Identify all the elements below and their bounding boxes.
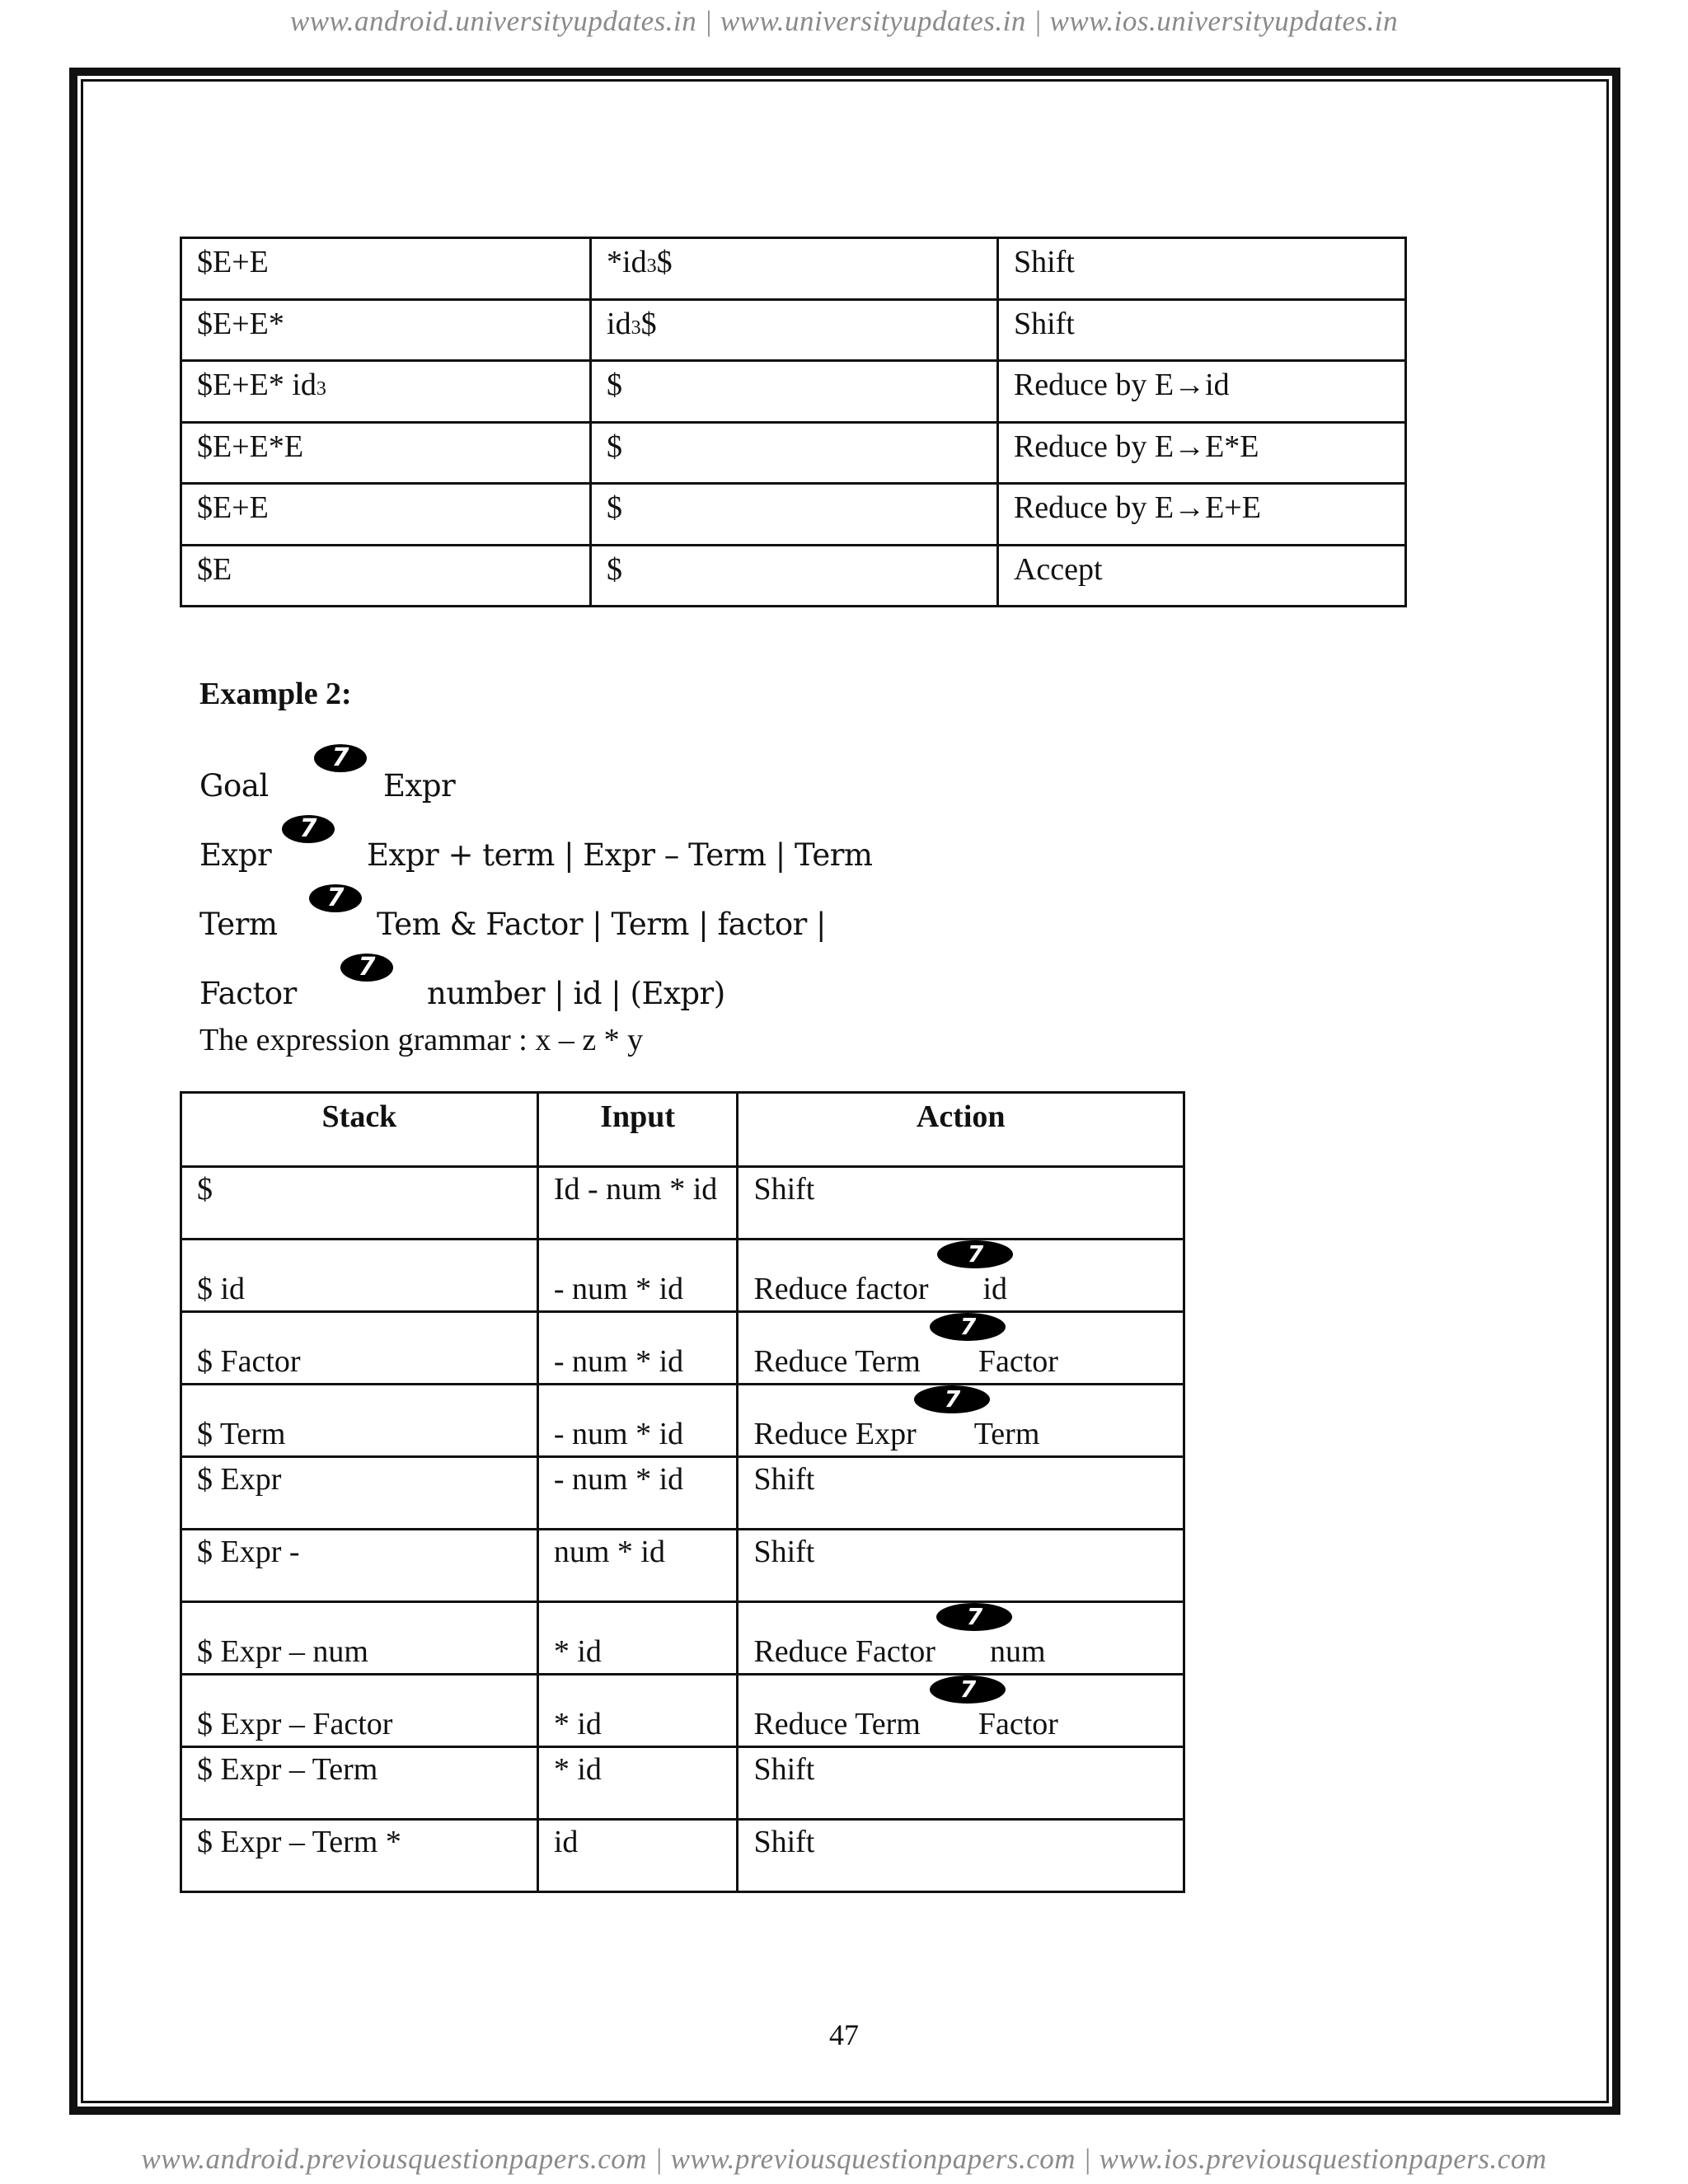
input-cell: num * id bbox=[537, 1530, 738, 1602]
stack-cell: $E+E* bbox=[181, 299, 591, 361]
table-row bbox=[181, 1167, 1184, 1240]
stack-cell: $ bbox=[181, 1167, 538, 1240]
section-title: Example 2: bbox=[199, 677, 352, 711]
action-cell: Reduce Expr 7 Term bbox=[738, 1385, 1184, 1457]
action-cell: Shift bbox=[997, 299, 1405, 361]
footer-url[interactable]: www.android.previousquestionpapers.com | www.previousquestionpapers.com | www.ios.previousquestionpapers.com bbox=[141, 2143, 1547, 2175]
stack-cell: $ Expr – Term bbox=[181, 1747, 538, 1820]
input-cell: $ bbox=[591, 422, 998, 484]
header-url[interactable]: www.android.universityupdates.in | www.universityupdates.in | www.ios.universityupdates.in bbox=[289, 5, 1399, 37]
column-header-input: Input bbox=[537, 1093, 738, 1167]
action-cell: Reduce factor 7 id bbox=[738, 1240, 1184, 1312]
arrow-icon: 7 bbox=[309, 884, 362, 912]
action-cell: Reduce by E→id bbox=[997, 361, 1405, 423]
input-cell: - num * id bbox=[537, 1385, 738, 1457]
input-cell: Id - num * id bbox=[537, 1167, 738, 1240]
stack-cell: $ Expr – Term * bbox=[181, 1820, 538, 1892]
action-cell: Reduce by E→E+E bbox=[997, 484, 1405, 546]
table-row bbox=[181, 1530, 1184, 1602]
input-cell: - num * id bbox=[537, 1457, 738, 1530]
action-cell: Reduce Term 7 Factor bbox=[738, 1312, 1184, 1385]
stack-cell: $E+E*E bbox=[181, 422, 591, 484]
table-row bbox=[181, 1385, 1184, 1457]
grammar-lhs: Expr bbox=[199, 837, 272, 873]
table-row bbox=[181, 1312, 1184, 1385]
input-cell: id bbox=[537, 1820, 738, 1892]
arrow-icon: 7 bbox=[914, 1385, 990, 1413]
action-cell: Reduce Term 7 Factor bbox=[738, 1675, 1184, 1747]
action-cell: Shift bbox=[738, 1167, 1184, 1240]
grammar-rhs: Tem & Factor | Term | factor | bbox=[377, 907, 827, 942]
arrow-icon: 7 bbox=[314, 744, 367, 772]
table-header-row bbox=[181, 1093, 1184, 1167]
table-row bbox=[181, 361, 1406, 423]
table-row bbox=[181, 1240, 1184, 1312]
expression-line: The expression grammar : x – z * y bbox=[199, 1023, 644, 1057]
input-cell: $ bbox=[591, 545, 998, 607]
parse-table-1 bbox=[180, 237, 1407, 607]
arrow-icon: 7 bbox=[340, 954, 393, 982]
column-header-action: Action bbox=[738, 1093, 1184, 1167]
grammar-lhs: Term bbox=[199, 907, 278, 942]
table-row bbox=[181, 484, 1406, 546]
arrow-icon: 7 bbox=[930, 1675, 1006, 1704]
stack-cell: $ Expr – num bbox=[181, 1602, 538, 1675]
input-cell: - num * id bbox=[537, 1312, 738, 1385]
action-cell: Shift bbox=[738, 1530, 1184, 1602]
arrow-icon: 7 bbox=[936, 1603, 1012, 1631]
input-cell: * id bbox=[537, 1675, 738, 1747]
table-row bbox=[181, 1675, 1184, 1747]
stack-cell: $E bbox=[181, 545, 591, 607]
grammar-rhs: Expr + term | Expr – Term | Term bbox=[367, 837, 873, 873]
input-cell: $ bbox=[591, 484, 998, 546]
input-cell: *id3$ bbox=[591, 238, 998, 300]
table-row bbox=[181, 1820, 1184, 1892]
arrow-icon: 7 bbox=[937, 1240, 1013, 1268]
stack-cell: $ Expr – Factor bbox=[181, 1675, 538, 1747]
grammar-lhs: Factor bbox=[199, 976, 297, 1011]
input-cell: id3$ bbox=[591, 299, 998, 361]
page-number: 47 bbox=[829, 2018, 859, 2051]
input-cell: * id bbox=[537, 1602, 738, 1675]
stack-cell: $ id bbox=[181, 1240, 538, 1312]
input-cell: $ bbox=[591, 361, 998, 423]
grammar-lhs: Goal bbox=[199, 768, 269, 804]
action-cell: Shift bbox=[997, 238, 1405, 300]
action-cell: Reduce by E→E*E bbox=[997, 422, 1405, 484]
action-cell: Reduce Factor 7 num bbox=[738, 1602, 1184, 1675]
grammar-rhs: number | id | (Expr) bbox=[427, 976, 725, 1011]
table-row bbox=[181, 1747, 1184, 1820]
arrow-icon: 7 bbox=[282, 815, 335, 843]
table-row bbox=[181, 1457, 1184, 1530]
table-row bbox=[181, 422, 1406, 484]
table-row bbox=[181, 238, 1406, 300]
stack-cell: $ Factor bbox=[181, 1312, 538, 1385]
column-header-stack: Stack bbox=[181, 1093, 538, 1167]
input-cell: - num * id bbox=[537, 1240, 738, 1312]
action-cell: Shift bbox=[738, 1457, 1184, 1530]
stack-cell: $E+E bbox=[181, 238, 591, 300]
stack-cell: $ Term bbox=[181, 1385, 538, 1457]
input-cell: * id bbox=[537, 1747, 738, 1820]
table-row bbox=[181, 1602, 1184, 1675]
grammar-rhs: Expr bbox=[383, 768, 456, 804]
action-cell: Shift bbox=[738, 1820, 1184, 1892]
table-row bbox=[181, 299, 1406, 361]
stack-cell: $E+E bbox=[181, 484, 591, 546]
stack-cell: $E+E* id3 bbox=[181, 361, 591, 423]
stack-cell: $ Expr bbox=[181, 1457, 538, 1530]
arrow-icon: 7 bbox=[930, 1313, 1006, 1341]
parse-table-2 bbox=[180, 1091, 1185, 1893]
stack-cell: $ Expr - bbox=[181, 1530, 538, 1602]
action-cell: Accept bbox=[997, 545, 1405, 607]
table-row bbox=[181, 545, 1406, 607]
action-cell: Shift bbox=[738, 1747, 1184, 1820]
